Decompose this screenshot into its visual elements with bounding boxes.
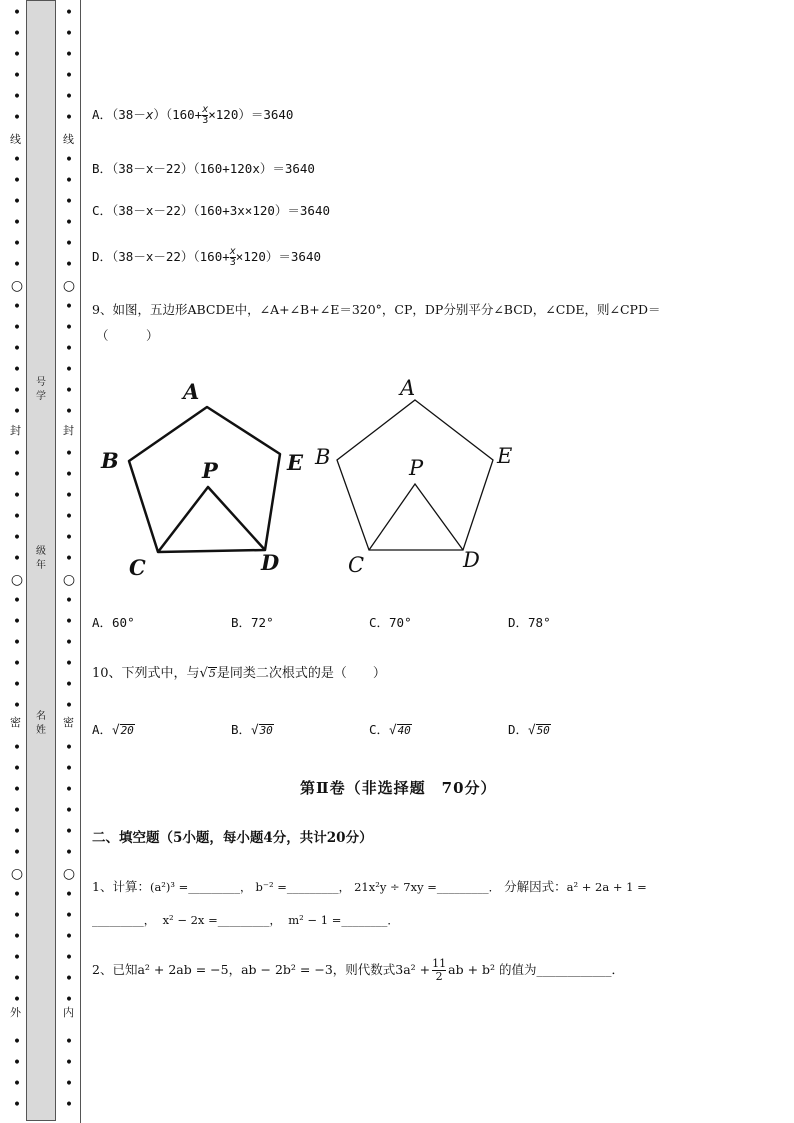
margin-dot: •: [12, 1055, 22, 1071]
margin-dot: •: [12, 929, 22, 945]
margin-dot: •: [64, 551, 74, 567]
margin-dot: •: [64, 824, 74, 840]
margin-dot: •: [64, 5, 74, 21]
margin-dot: •: [64, 887, 74, 903]
margin-dot: •: [64, 677, 74, 693]
margin-dot: •: [64, 26, 74, 42]
margin-dot: •: [64, 1034, 74, 1050]
margin-dot: •: [12, 1097, 22, 1113]
margin-dot: •: [12, 383, 22, 399]
margin-dot: •: [64, 299, 74, 315]
field-name: 名姓: [36, 711, 46, 736]
fill-q1-line2: _________， x² − 2x =_________， m² − 1 =________．: [92, 913, 399, 927]
vertex-label-a: A: [183, 379, 200, 404]
margin-dot: •: [64, 362, 74, 378]
margin-dot: •: [12, 5, 22, 21]
margin-border-line: [80, 0, 81, 1123]
margin-dot: •: [64, 236, 74, 252]
margin-dot: •: [64, 656, 74, 672]
margin-dot: •: [12, 740, 22, 756]
cut-label-line-inner: 线: [63, 133, 74, 146]
margin-dot: •: [12, 530, 22, 546]
margin-dot: •: [64, 908, 74, 924]
cut-label-seal-inner: 封: [63, 424, 74, 437]
q10-option-d[interactable]: D．√50: [508, 722, 550, 737]
q9-figure-sketch: [95, 375, 315, 585]
q9-stem: 9、如图，五边形ABCDE中，∠A+∠B+∠E＝320°，CP，DP分别平分∠BCD，∠CDE，则∠CPD＝: [92, 302, 661, 317]
margin-dot: •: [64, 194, 74, 210]
margin-dot: •: [12, 173, 22, 189]
margin-dot: •: [64, 404, 74, 420]
margin-dot: •: [12, 761, 22, 777]
margin-dot: •: [64, 761, 74, 777]
cut-label-line-outer: 线: [10, 133, 21, 146]
margin-dot: •: [64, 614, 74, 630]
margin-dot: •: [12, 320, 22, 336]
margin-dot: •: [12, 824, 22, 840]
margin-dot: •: [12, 152, 22, 168]
margin-dot: •: [12, 1076, 22, 1092]
fraction-x-over-3: $\frac{x}{3}$: [202, 104, 209, 126]
margin-dot: •: [64, 1076, 74, 1092]
q8-option-c[interactable]: C．（38－x－22）（160+3x×120）＝3640: [92, 203, 331, 218]
margin-dot: •: [12, 488, 22, 504]
cut-label-secret-inner: 密: [63, 716, 74, 729]
margin-dot: •: [64, 782, 74, 798]
margin-dot: •: [12, 950, 22, 966]
q8-option-b[interactable]: B．（38－x－22）（160+120x）＝3640: [92, 161, 315, 176]
vertex-label-e: E: [497, 444, 513, 468]
vertex-label-c: C: [129, 555, 146, 580]
margin-dot: •: [64, 68, 74, 84]
margin-dot: •: [64, 257, 74, 273]
q9-option-b[interactable]: B．72°: [231, 615, 274, 630]
margin-dot: •: [12, 1034, 22, 1050]
vertex-label-p: P: [202, 458, 218, 483]
fill-in-section-heading: 二、填空题（5小题，每小题4分，共计20分）: [92, 830, 373, 846]
vertex-label-b: B: [101, 448, 119, 473]
margin-dot: •: [12, 341, 22, 357]
margin-dot: •: [64, 530, 74, 546]
margin-dot: •: [12, 194, 22, 210]
margin-dot: •: [12, 89, 22, 105]
margin-dot: •: [64, 698, 74, 714]
fraction-11-over-2: $\frac{11}{2}$: [432, 957, 447, 983]
q10-option-b[interactable]: B．√30: [231, 722, 273, 737]
cut-label-outside: 外: [10, 1006, 21, 1019]
triangle-cpd: [369, 484, 463, 550]
cut-label-inside: 内: [63, 1006, 74, 1019]
q9-option-a[interactable]: A．60°: [92, 615, 135, 630]
sqrt-sign: √: [199, 666, 208, 681]
margin-dot: •: [12, 215, 22, 231]
margin-dot: •: [12, 47, 22, 63]
margin-dot: •: [64, 1097, 74, 1113]
fill-q1-line1: 1、计算：(a²)³ =_________， b⁻² =_________， 21x²y ÷ 7xy =_________． 分解因式：a² + 2a + 1 =: [92, 879, 647, 894]
margin-dot: ○: [10, 572, 24, 588]
margin-dot: •: [12, 299, 22, 315]
margin-dot: •: [64, 740, 74, 756]
margin-dot: •: [12, 635, 22, 651]
cut-label-seal-outer: 封: [10, 424, 21, 437]
margin-dot: •: [64, 950, 74, 966]
margin-dot: •: [64, 215, 74, 231]
margin-dot: •: [64, 320, 74, 336]
margin-dot: •: [64, 152, 74, 168]
q9-option-c[interactable]: C．70°: [369, 615, 412, 630]
margin-dot: •: [64, 929, 74, 945]
q9-figure-clean: [305, 370, 535, 585]
margin-dot: •: [12, 593, 22, 609]
cut-label-secret-outer: 密: [10, 716, 21, 729]
margin-dot: •: [12, 677, 22, 693]
margin-dot: ○: [10, 866, 24, 882]
margin-dot: •: [12, 908, 22, 924]
margin-dot: •: [64, 89, 74, 105]
vertex-label-d: D: [261, 550, 280, 575]
q8-option-a[interactable]: A．（38－x）（160+ $\frac{x}{3}$ ×120）＝3640: [92, 104, 294, 126]
margin-dot: •: [64, 446, 74, 462]
field-grade: 级年: [36, 546, 46, 571]
fraction-x-over-3: $\frac{x}{3}$: [229, 246, 236, 268]
margin-dot: •: [64, 488, 74, 504]
margin-dot: •: [12, 404, 22, 420]
margin-dot: •: [64, 971, 74, 987]
outer-dotted-column: [8, 0, 26, 1123]
margin-dot: •: [12, 257, 22, 273]
margin-dot: •: [64, 47, 74, 63]
margin-dot: •: [12, 509, 22, 525]
field-student-number: 号学: [36, 377, 46, 402]
margin-dot: •: [64, 992, 74, 1008]
margin-dot: •: [64, 635, 74, 651]
margin-dot: •: [64, 341, 74, 357]
margin-dot: •: [12, 656, 22, 672]
margin-dot: •: [12, 110, 22, 126]
vertex-label-d: D: [463, 548, 480, 572]
margin-dot: •: [12, 551, 22, 567]
margin-dot: •: [12, 26, 22, 42]
margin-dot: •: [12, 971, 22, 987]
margin-dot: •: [12, 845, 22, 861]
margin-dot: •: [12, 887, 22, 903]
margin-dot: •: [12, 446, 22, 462]
margin-dot: •: [12, 467, 22, 483]
margin-dot: •: [64, 593, 74, 609]
margin-dot: •: [12, 68, 22, 84]
margin-dot: •: [64, 509, 74, 525]
margin-dot: •: [12, 236, 22, 252]
margin-dot: ○: [62, 572, 76, 588]
fill-q2: 2、已知a² + 2ab = −5，ab − 2b² = −3，则代数式3a² + $\frac{11}{2}$ ab + b² 的值为____________．: [92, 957, 625, 983]
q10-stem: 10、下列式中，与√5是同类二次根式的是（ ）: [92, 666, 386, 681]
margin-dot: •: [12, 698, 22, 714]
q9-option-d[interactable]: D．78°: [508, 615, 551, 630]
vertex-label-p: P: [409, 456, 424, 480]
margin-dot: •: [12, 992, 22, 1008]
margin-dot: •: [12, 782, 22, 798]
part2-title: 第Ⅱ卷（非选择题 70分）: [300, 779, 497, 797]
margin-dot: •: [64, 803, 74, 819]
margin-dot: ○: [10, 278, 24, 294]
triangle-cpd: [158, 487, 265, 552]
margin-dot: •: [64, 173, 74, 189]
vertex-label-b: B: [315, 445, 331, 469]
margin-dot: •: [64, 383, 74, 399]
margin-dot: •: [64, 110, 74, 126]
margin-dot: ○: [62, 278, 76, 294]
vertex-label-c: C: [348, 553, 365, 577]
q8-option-d[interactable]: D．（38－x－22）（160+ $\frac{x}{3}$ ×120）＝3640: [92, 246, 322, 268]
margin-dot: •: [12, 803, 22, 819]
margin-dot: •: [64, 1055, 74, 1071]
margin-dot: •: [12, 362, 22, 378]
margin-dot: •: [64, 467, 74, 483]
margin-dot: •: [12, 614, 22, 630]
inner-dotted-column: [58, 0, 80, 1123]
margin-dot: •: [64, 845, 74, 861]
vertex-label-a: A: [400, 376, 416, 400]
margin-dot: ○: [62, 866, 76, 882]
q10-option-a[interactable]: A．√20: [92, 722, 134, 737]
vertex-label-e: E: [287, 450, 304, 475]
q10-option-c[interactable]: C．√40: [369, 722, 411, 737]
q9-answer-blank: （ ）: [96, 328, 159, 343]
